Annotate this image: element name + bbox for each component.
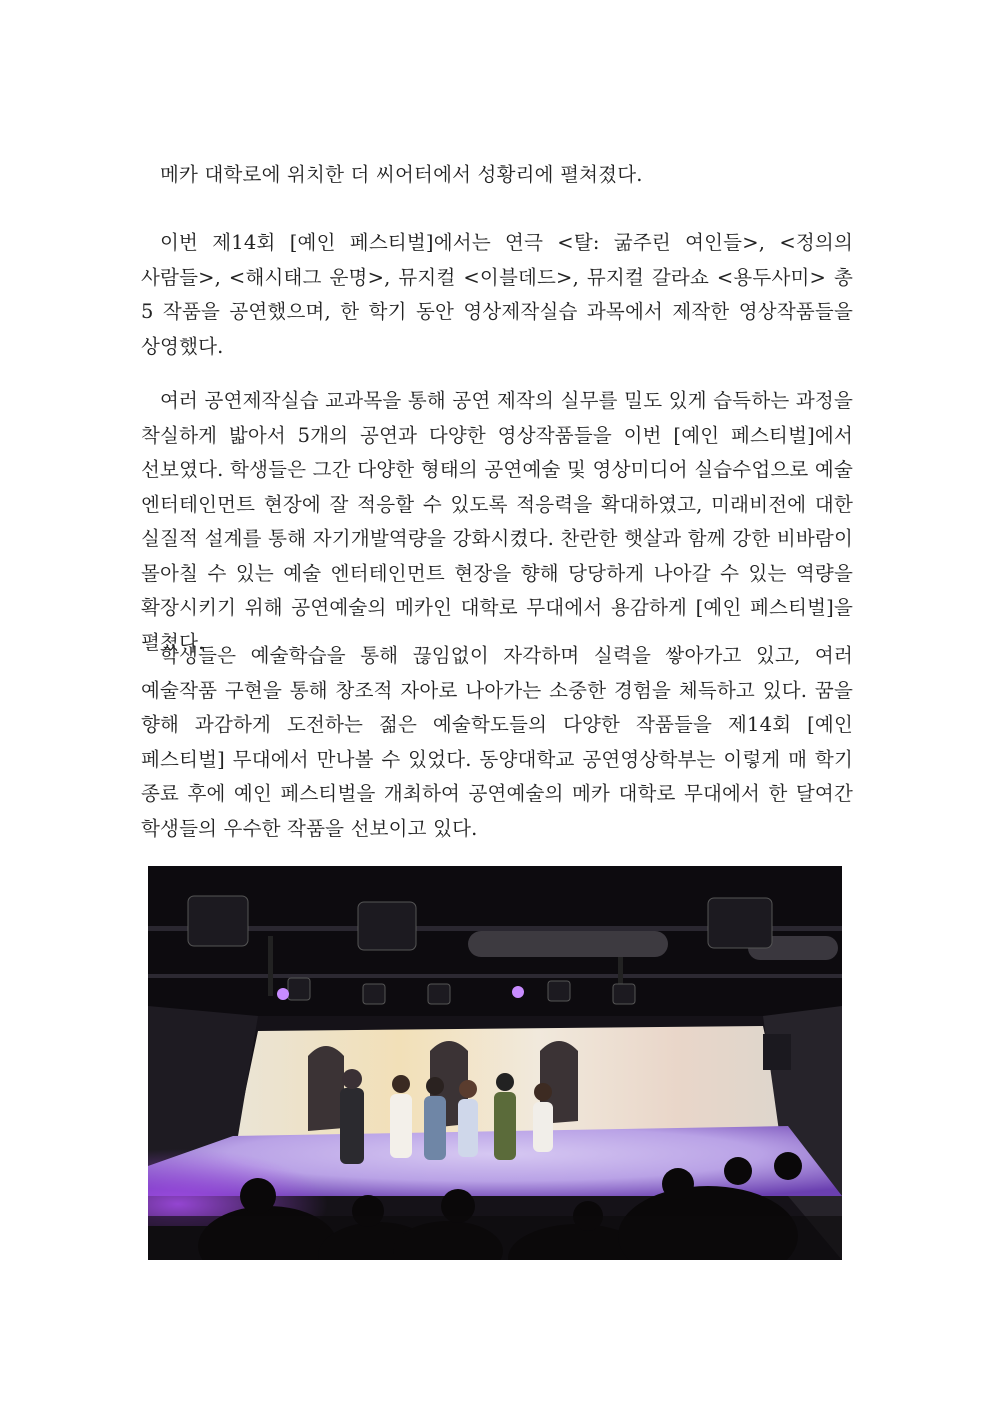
stage-photo-illustration xyxy=(148,866,842,1260)
paragraph-1: 메카 대학로에 위치한 더 씨어터에서 성황리에 펼쳐졌다. xyxy=(160,163,643,186)
stage-photo xyxy=(148,866,842,1260)
paragraph-3: 여러 공연제작실습 교과목을 통해 공연 제작의 실무를 밀도 있게 습득하는 과정을 착실하게 밟아서 5개의 공연과 다양한 영상작품들을 이번 [예인 페스티벌]에서 선보였다. 학생들은 그간 다양한 형태의 공연예술 및 영상미디어 실습수업으로 예술 엔터테인먼트 현장에 잘 적응할 수 있도록 적응력을 확대하였고, 미래비전에 대한 실질적 설계를 통해 자기개발역량을 강화시켰다. 찬란한 햇살과 함께 강한 비바람이 몰아칠 수 있는 예술 엔터테인먼트 현장을 향해 당당하게 나아갈 수 있는 역량을 확장시키기 위해 공연예술의 메카인 대학로 무대에서 용감하게 [예인 페스티벌]을 펼쳤다. xyxy=(141,389,853,654)
paragraph-4: 학생들은 예술학습을 통해 끊임없이 자각하며 실력을 쌓아가고 있고, 여러 예술작품 구현을 통해 창조적 자아로 나아가는 소중한 경험을 체득하고 있다. 꿈을 향해 과감하게 도전하는 젊은 예술학도들의 다양한 작품들을 제14회 [예인 페스티벌] 무대에서 만나볼 수 있었다. 동양대학교 공연영상학부는 이렇게 매 학기 종료 후에 예인 페스티벌을 개최하여 공연예술의 메카 대학로 무대에서 한 달여간 학생들의 우수한 작품을 선보이고 있다. xyxy=(141,644,853,840)
paragraph-2: 이번 제14회 [예인 페스티벌]에서는 연극 <탈: 굶주린 여인들>, <정의의 사람들>, <해시태그 운명>, 뮤지컬 <이블데드>, 뮤지컬 갈라쇼 <용두사미> 총 5 작품을 공연했으며, 한 학기 동안 영상제작실습 과목에서 제작한 영상작품들을 상영했다. xyxy=(141,231,853,358)
